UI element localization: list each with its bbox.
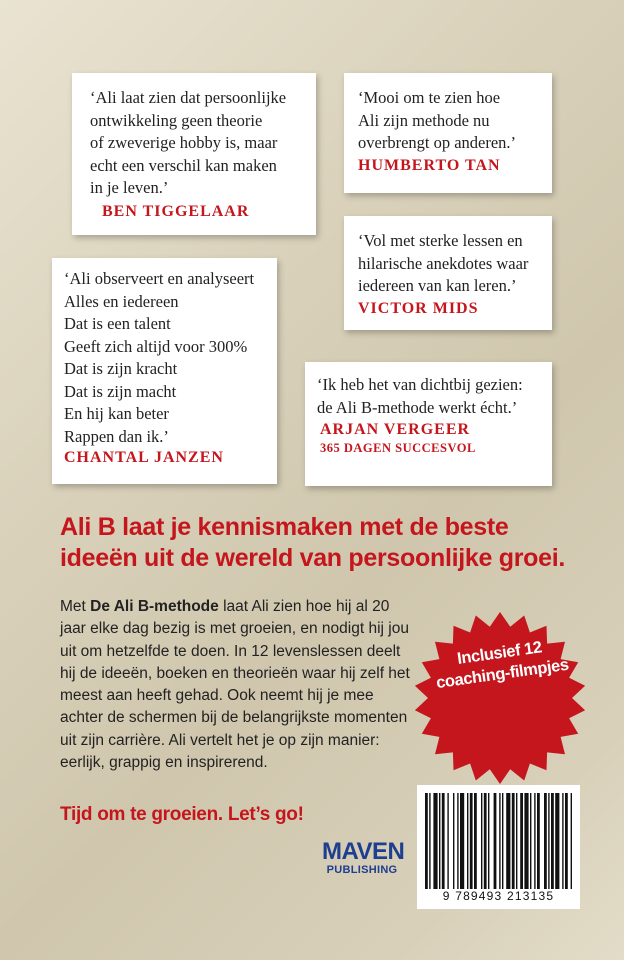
barcode-icon (425, 793, 572, 889)
quote-bubble-janzen (52, 258, 277, 484)
barcode-bar (494, 793, 497, 889)
barcode-bar (516, 793, 517, 889)
quote-bubble-vergeer (305, 362, 552, 486)
quote-author: ARJAN VERGEER (320, 421, 471, 438)
quote-bubble-tan (344, 73, 552, 193)
quote-author: BEN TIGGELAAR (102, 202, 250, 220)
barcode-bar (467, 793, 468, 889)
barcode-bar (524, 793, 528, 889)
barcode-bar (439, 793, 440, 889)
publisher-logo (322, 838, 405, 876)
publisher-name: MAVEN (322, 838, 405, 865)
barcode-bar (499, 793, 500, 889)
barcode-bar (453, 793, 454, 889)
body-post: laat Ali zien hoe hij al 20 jaar elke dag bezig is met groeien, en nodigt hij jou uit om hetzelfde te doen. In 12 levenslessen deelt hij de ideeën, boeken en theorieën waar hij zelf het meest aan heeft gehad. Ook neemt hij je mee achter de schermen bij de belangrijkste momenten uit zijn carrière. Ali vertelt het je op zijn manier: eerlijk, grappig en inspirerend. (60, 598, 410, 772)
barcode-bar (530, 793, 531, 889)
barcode-bar (481, 793, 482, 889)
barcode-bar (425, 793, 428, 889)
quote-text: ‘Mooi om te zien hoe Ali zijn methode nu overbrengt op anderen.’ (358, 88, 517, 152)
quote-text: ‘Vol met sterke lessen en hilarische anekdotes waar iedereen van kan leren.’ (358, 231, 529, 295)
barcode-bar (457, 793, 458, 889)
barcode-bar (562, 793, 563, 889)
barcode-bar (555, 793, 559, 889)
barcode-bar (537, 793, 540, 889)
barcode-bar (502, 793, 503, 889)
isbn-number: 9 789493 213135 (442, 889, 555, 903)
quote-bubble-tiggelaar (72, 73, 316, 235)
sticker-text: Inclusief 12 coaching-filmpjes (435, 638, 570, 693)
book-title: De Ali B-methode (90, 598, 219, 615)
barcode-bar (488, 793, 489, 889)
barcode-bar (534, 793, 535, 889)
barcode (417, 785, 580, 909)
barcode-bar (447, 793, 448, 889)
headline: Ali B laat je kennismaken met de beste ideeën uit de wereld van persoonlijke groei. (60, 513, 566, 572)
body-text (60, 596, 410, 774)
barcode-bar (512, 793, 515, 889)
barcode-bar (460, 793, 464, 889)
quote-author: HUMBERTO TAN (358, 156, 501, 174)
quote-text: ‘Ik heb het van dichtbij gezien: de Ali B-methode werkt écht.’ (317, 375, 523, 417)
barcode-bar (520, 793, 523, 889)
body-pre: Met (60, 598, 91, 615)
quote-text: ‘Ali laat zien dat persoonlijke ontwikkeling geen theorie of zweverige hobby is, maar echt een verschil kan maken in je leven.’ (90, 88, 287, 197)
barcode-bar (551, 793, 554, 889)
quote-author: CHANTAL JANZEN (64, 449, 224, 466)
barcode-bar (484, 793, 487, 889)
barcode-bar (429, 793, 430, 889)
barcode-bar (571, 793, 572, 889)
publisher-subname: PUBLISHING (326, 864, 398, 876)
barcode-bar (433, 793, 437, 889)
barcode-bar (470, 793, 473, 889)
call-to-action: Tijd om te groeien. Let’s go! (60, 804, 304, 825)
quote-author: VICTOR MIDS (358, 299, 479, 317)
barcode-bar (565, 793, 568, 889)
quote-author-subtitle: 365 DAGEN SUCCESVOL (320, 441, 476, 455)
barcode-bar (548, 793, 549, 889)
quote-text: ‘Ali observeert en analyseert Alles en iedereen Dat is een talent Geeft zich altijd voor 300% Dat is zijn kracht Dat is zijn macht En hij kan beter Rappen dan ik.’ (64, 269, 255, 446)
quote-bubble-mids (344, 216, 552, 330)
barcode-bar (442, 793, 445, 889)
barcode-bar (544, 793, 547, 889)
barcode-bar (474, 793, 477, 889)
barcode-bar (506, 793, 510, 889)
